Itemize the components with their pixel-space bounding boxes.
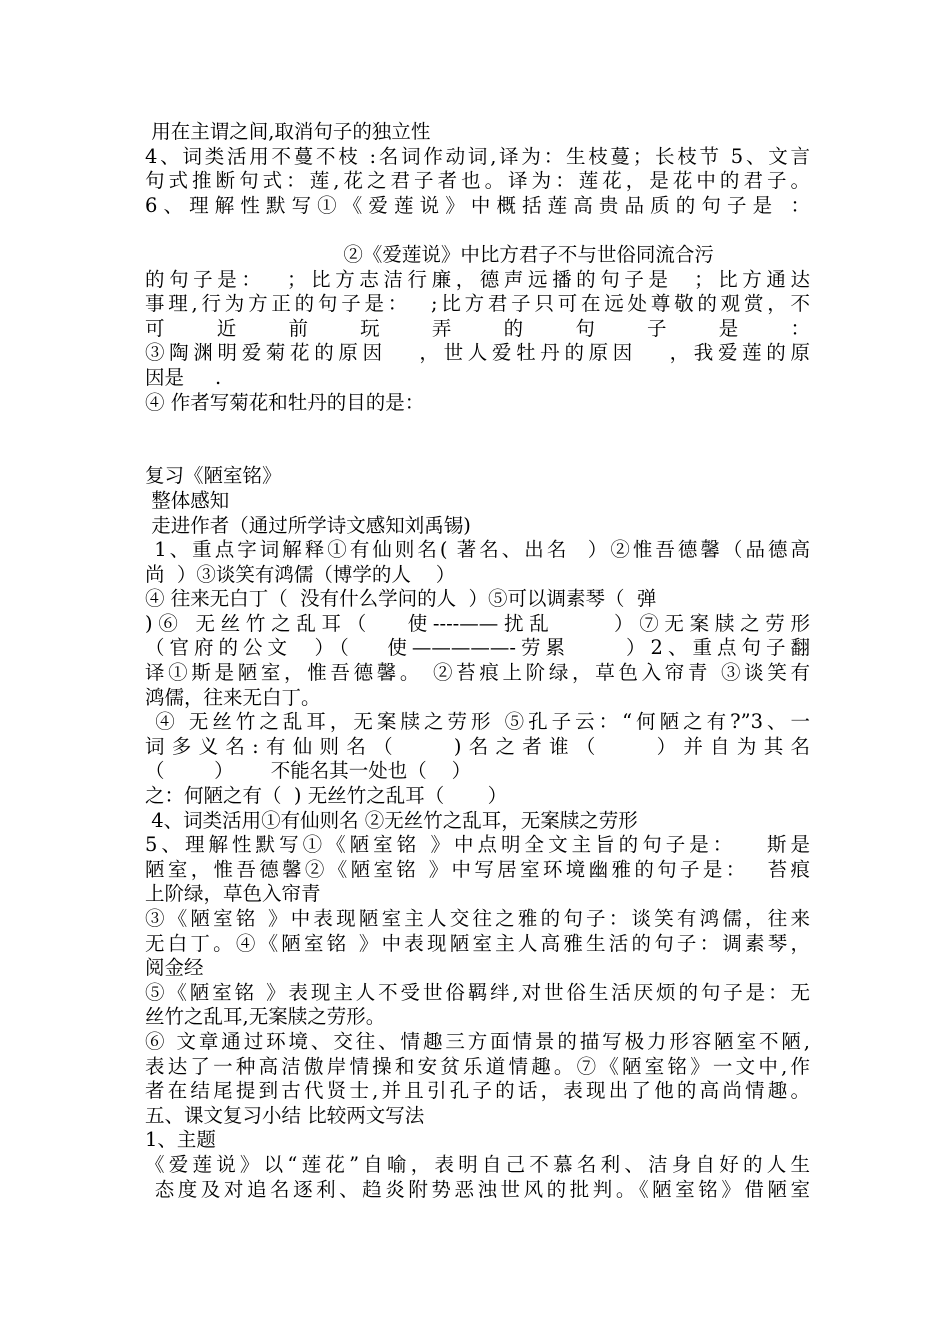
text-line: 4、词类活用不蔓不枝 :名词作动词,译为：生枝蔓；长枝节 5、文言 <box>145 144 810 168</box>
text-line: 用在主谓之间,取消句子的独立性 <box>145 120 431 143</box>
text-line: ④ 作者写菊花和牡丹的目的是： <box>145 390 425 414</box>
text-line: 5、理解性默写①《陋室铭 》中点明全文主旨的句子是： 斯是 <box>145 833 810 857</box>
text-line: 4、词类活用①有仙则名 ②无丝竹之乱耳，无案牍之劳形 <box>145 808 638 832</box>
text-line: 尚 ）③谈笑有鸿儒（博学的人 ） <box>145 562 456 586</box>
text-line: 鸿儒，往来无白丁。 <box>145 685 321 709</box>
text-line: 阅金经 <box>145 956 204 980</box>
text-line: 6、理解性默写①《爱莲说》中概括莲高贵品质的句子是 ： <box>145 193 810 217</box>
text-line: 态度及对追名逐利、趋炎附势恶浊世风的批判。《陋室铭》借陋室 <box>145 1177 810 1201</box>
text-line: 表达了一种高洁傲岸情操和安贫乐道情趣。⑦《陋室铭》一文中,作 <box>145 1054 810 1078</box>
text-line: 事理,行为方正的句子是： ;比方君子只可在远处尊敬的观赏，不 <box>145 292 810 316</box>
text-line: 五、课文复习小结 比较两文写法 <box>145 1103 425 1127</box>
text-line: 之：何陋之有（ ) 无丝竹之乱耳（ ） <box>145 784 508 808</box>
text-line: 走进作者（通过所学诗文感知刘禹锡) <box>145 513 471 537</box>
blank-line <box>145 415 810 464</box>
text-line: 词多义名:有仙则名（ )名之者谁（ ）并自为其名 <box>145 734 810 758</box>
text-line: 者在结尾提到古代贤士,并且引孔子的话，表现出了他的高尚情趣。 <box>145 1079 810 1103</box>
text-line: 的句子是： ；比方志洁行廉，德声远播的句子是 ；比方通达 <box>145 267 810 291</box>
text-line: 1、主题 <box>145 1128 216 1152</box>
text-line: 因是 . <box>145 365 222 389</box>
text-line: 可 近 前 玩 弄 的 句 子 是 ： <box>145 316 810 340</box>
text-line: ③陶渊明爱菊花的原因 ，世人爱牡丹的原因 ，我爱莲的原 <box>145 341 810 365</box>
text-line: ⑥ 文章通过环境、交往、情趣三方面情景的描写极力形容陋室不陋, <box>145 1029 810 1053</box>
text-line: ②《爱莲说》中比方君子不与世俗同流合污 <box>145 242 714 266</box>
text-line: 译①斯是陋室，惟吾德馨。 ②苔痕上阶绿，草色入帘青 ③谈笑有 <box>145 661 810 685</box>
text-line: 复习《陋室铭》 <box>145 464 282 488</box>
text-line: 句式推断句式：莲,花之君子者也。译为：莲花，是花中的君子。 <box>145 169 810 193</box>
text-line: ④ 无丝竹之乱耳，无案牍之劳形 ⑤孔子云：“何陋之有?”3、一 <box>145 710 810 734</box>
text-line: 无白丁。④《陋室铭 》中表现陋室主人高雅生活的句子：调素琴， <box>145 931 810 955</box>
text-line: 1、重点字词解释①有仙则名( 著名、出名 ）②惟吾德馨（品德高 <box>145 538 810 562</box>
text-line: ④ 往来无白丁（ 没有什么学问的人 ）⑤可以调素琴（ 弹 <box>145 587 657 611</box>
text-line: ③《陋室铭 》中表现陋室主人交往之雅的句子：谈笑有鸿儒，往来 <box>145 907 810 930</box>
document-body <box>145 120 810 1202</box>
text-line: 《爱莲说》以“莲花”自喻，表明自己不慕名利、洁身自好的人生 <box>145 1152 810 1176</box>
text-line: 上阶绿，草色入帘青 <box>145 882 321 906</box>
text-line: )⑥ 无丝竹之乱耳（ 使----——扰乱 ）⑦无案牍之劳形 <box>145 611 810 635</box>
text-line: 整体感知 <box>145 488 230 512</box>
text-line: ⑤《陋室铭 》表现主人不受世俗羁绊,对世俗生活厌烦的句子是：无 <box>145 980 810 1004</box>
text-line: （ ） 不能名其一处也（ ） <box>145 759 472 783</box>
text-line: 丝竹之乱耳,无案牍之劳形。 <box>145 1005 386 1029</box>
text-line: （官府的公文 ）（ 使—————-劳累 ）2、重点句子翻 <box>145 636 810 660</box>
blank-line <box>145 218 810 243</box>
text-line: 陋室，惟吾德馨②《陋室铭 》中写居室环境幽雅的句子是： 苔痕 <box>145 857 810 881</box>
